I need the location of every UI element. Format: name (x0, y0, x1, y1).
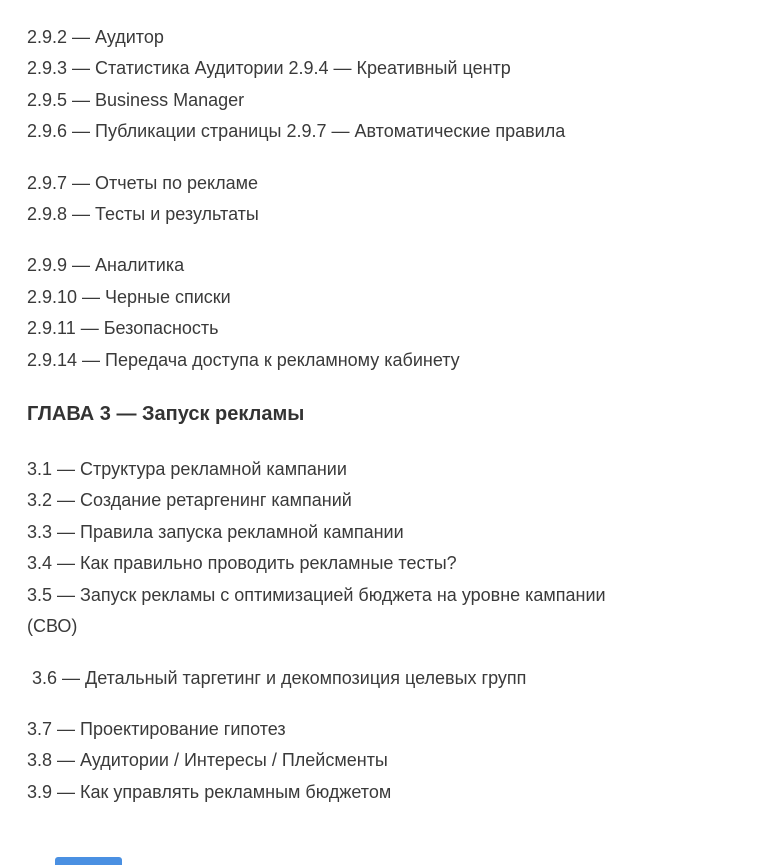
toc-entry: 2.9.3 — Статистика Аудитории 2.9.4 — Креативный центр (27, 58, 511, 79)
toc-entry: 2.9.10 — Черные списки (27, 286, 231, 307)
toc-entry: 3.6 — Детальный таргетинг и декомпозиция целевых групп (27, 667, 527, 688)
toc-group (27, 714, 754, 808)
toc-entry: 3.1 — Структура рекламной кампании (27, 459, 347, 480)
toc-entry: 3.4 — Как правильно проводить рекламные тесты? (27, 553, 457, 574)
toc-group (27, 250, 754, 376)
toc-entry: 2.9.14 — Передача доступа к рекламному кабинету (27, 349, 460, 370)
toc-entry: 2.9.9 — Аналитика (27, 255, 185, 276)
chapter-heading: ГЛАВА 3 — Запуск рекламы (27, 403, 305, 426)
partially-visible-blue-element[interactable] (55, 857, 122, 865)
toc-entry: 2.9.7 — Отчеты по рекламе (27, 172, 259, 193)
toc-entry: 2.9.2 — Аудитор (27, 27, 164, 47)
toc-entry: 3.2 — Создание ретаргенинг кампаний (27, 490, 352, 511)
toc-group (27, 22, 754, 148)
toc-entry: 3.5 — Запуск рекламы с оптимизацией бюджета на уровне кампании (27, 584, 606, 605)
toc-entry: 2.9.8 — Тесты и результаты (27, 204, 259, 225)
toc-entry: 3.9 — Как управлять рекламным бюджетом (27, 781, 392, 802)
toc-entry: 3.7 — Проектирование гипотез (27, 718, 286, 739)
toc-entry: 2.9.6 — Публикации страницы 2.9.7 — Автоматические правила (27, 121, 566, 142)
toc-entry: 2.9.5 — Business Manager (27, 89, 245, 110)
toc-entry: 2.9.11 — Безопасность (27, 318, 219, 339)
toc-entry: 3.3 — Правила запуска рекламной кампании (27, 521, 404, 542)
toc-group (27, 663, 754, 694)
toc-entry: 3.8 — Аудитории / Интересы / Плейсменты (27, 750, 388, 771)
toc-entry-wrap-continuation: (СВО) (27, 616, 78, 637)
toc-group (27, 168, 754, 231)
toc-group (27, 454, 754, 642)
